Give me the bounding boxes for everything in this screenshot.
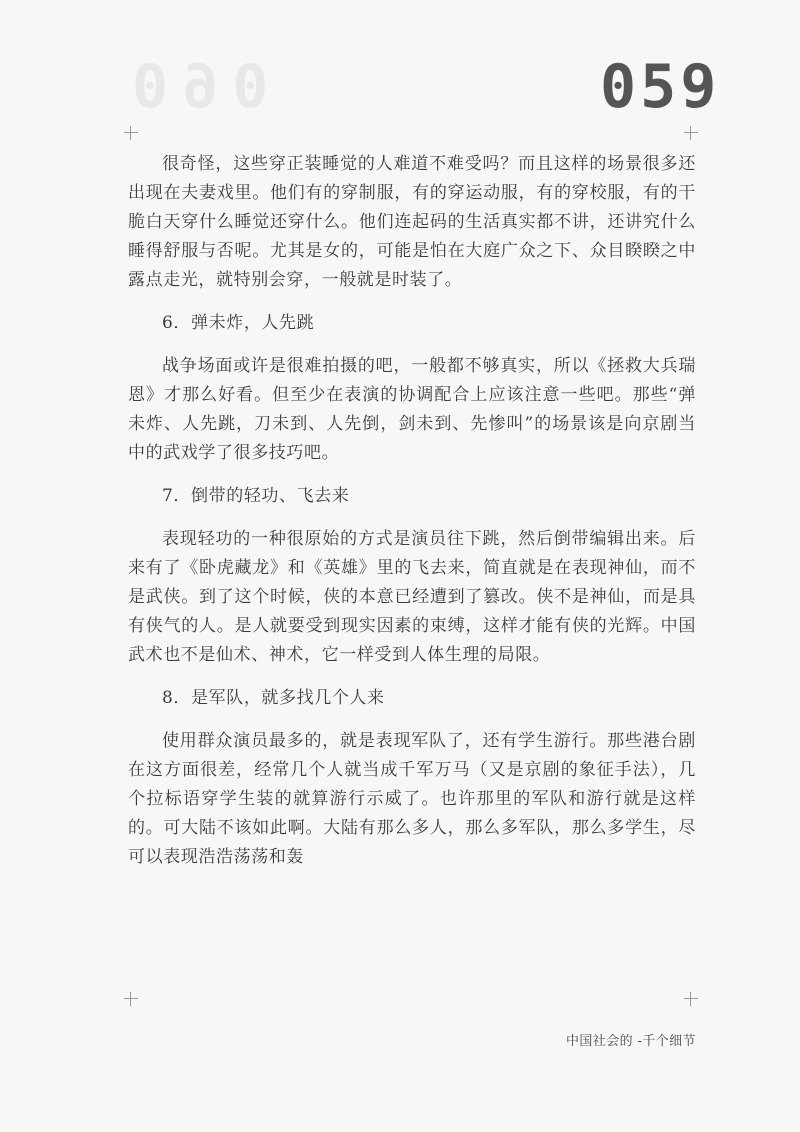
paragraph: 战争场面或许是很难拍摄的吧，一般都不够真实，所以《拯救大兵瑞恩》才那么好看。但至少在表演的协调配合上应该注意一些吧。那些“弹未炸、人先跳，刀未到、人先倒，剑未到、先惨叫”的场景该是向京剧当中的武戏学了很多技巧吧。 bbox=[128, 356, 696, 463]
crop-mark-bottom-right bbox=[684, 992, 698, 1006]
running-footer-title: 中国社会的 -千个细节 bbox=[566, 1034, 696, 1049]
crop-mark-top-right bbox=[684, 126, 698, 140]
section-heading: 6．弹未炸，人先跳 bbox=[162, 313, 315, 333]
paragraph: 很奇怪，这些穿正装睡觉的人难道不难受吗？而且这样的场景很多还出现在夫妻戏里。他们有的穿制服，有的穿运动服，有的穿校服，有的干脆白天穿什么睡觉还穿什么。他们连起码的生活真实都不讲，还讲究什么睡得舒服与否呢。尤其是女的，可能是怕在大庭广众之下、众目睽睽之中露点走光，就特别会穿，一般就是时装了。 bbox=[128, 154, 696, 290]
crop-mark-top-left bbox=[124, 126, 138, 140]
paragraph: 表现轻功的一种很原始的方式是演员往下跳，然后倒带编辑出来。后来有了《卧虎藏龙》和《英雄》里的飞去来，简直就是在表现神仙，而不是武侠。到了这个时候，侠的本意已经遭到了篡改。侠不是神仙，而是具有侠气的人。是人就要受到现实因素的束缚，这样才能有侠的光辉。中国武术也不是仙术、神术，它一样受到人体生理的局限。 bbox=[128, 529, 696, 665]
page-number: 059 bbox=[600, 52, 721, 122]
section-heading: 7．倒带的轻功、飞去来 bbox=[162, 486, 350, 506]
paragraph: 使用群众演员最多的，就是表现军队了，还有学生游行。那些港台剧在这方面很差，经常几个人就当成千军万马（又是京剧的象征手法），几个拉标语穿学生装的就算游行示威了。也许那里的军队和游行就是这样的。可大陆不该如此啊。大陆有那么多人，那么多军队，那么多学生，尽可以表现浩浩荡荡和轰 bbox=[128, 731, 696, 867]
body-text bbox=[128, 150, 696, 872]
bleed-through-page-number: 060 bbox=[118, 52, 269, 122]
section-heading: 8．是军队，就多找几个人来 bbox=[162, 688, 385, 708]
crop-mark-bottom-left bbox=[124, 992, 138, 1006]
